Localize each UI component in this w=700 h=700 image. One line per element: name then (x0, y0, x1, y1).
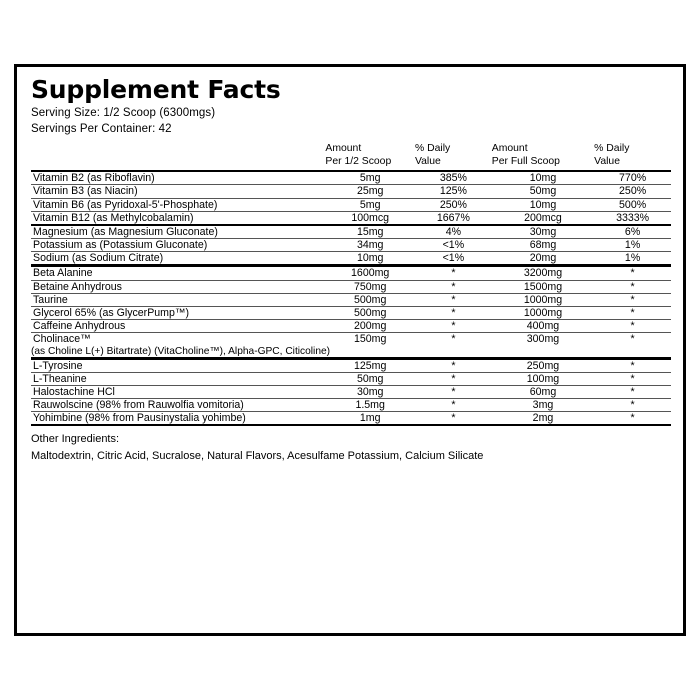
supplement-facts-inner (31, 77, 671, 625)
amount-full-scoop: 3mg (492, 399, 594, 412)
daily-value-full: * (594, 280, 671, 293)
daily-value-full: * (594, 358, 671, 372)
daily-value-half: * (415, 320, 492, 333)
table-row (31, 333, 671, 346)
daily-value-half: 385% (415, 171, 492, 185)
header-dv-full-line2: Value (594, 156, 620, 168)
daily-value-full: * (594, 320, 671, 333)
amount-half-scoop: 200mg (325, 320, 415, 333)
header-amount-half (325, 142, 415, 168)
daily-value-full: * (594, 399, 671, 412)
daily-value-half: * (415, 385, 492, 398)
table-row (31, 198, 671, 211)
supplement-facts-table (31, 142, 671, 426)
nutrient-name: Beta Alanine (31, 266, 325, 280)
amount-full-scoop: 100mg (492, 372, 594, 385)
daily-value-full: * (594, 266, 671, 280)
daily-value-full: 1% (594, 252, 671, 266)
amount-full-scoop: 68mg (492, 239, 594, 252)
nutrient-subtext: (as Choline L(+) Bitartrate) (VitaCholine™), Alpha-GPC, Citicoline) (31, 346, 671, 359)
amount-full-scoop: 30mg (492, 225, 594, 239)
nutrient-name: Halostachine HCl (31, 385, 325, 398)
amount-half-scoop: 750mg (325, 280, 415, 293)
daily-value-half: * (415, 266, 492, 280)
table-row (31, 399, 671, 412)
amount-full-scoop: 10mg (492, 198, 594, 211)
daily-value-half: * (415, 293, 492, 306)
header-amount-full-line2: Per Full Scoop (491, 156, 560, 168)
table-row (31, 280, 671, 293)
nutrient-name: Vitamin B6 (as Pyridoxal-5'-Phosphate) (31, 198, 325, 211)
amount-half-scoop: 25mg (325, 185, 415, 198)
table-row (31, 211, 671, 225)
amount-half-scoop: 1mg (325, 412, 415, 426)
daily-value-full: 500% (594, 198, 671, 211)
table-row (31, 239, 671, 252)
amount-full-scoop: 400mg (492, 320, 594, 333)
nutrient-name: Vitamin B2 (as Riboflavin) (31, 171, 325, 185)
header-amount-full-line1: Amount (491, 143, 528, 155)
nutrient-name: Glycerol 65% (as GlycerPump™) (31, 307, 325, 320)
amount-full-scoop: 50mg (492, 185, 594, 198)
amount-full-scoop: 300mg (526, 333, 560, 346)
daily-value-half: 125% (415, 185, 492, 198)
amount-half-scoop: 1.5mg (325, 399, 415, 412)
servings-per-container: Servings Per Container: 42 (31, 122, 172, 135)
table-row (31, 320, 671, 333)
supplement-facts-panel (14, 64, 686, 636)
daily-value-full: 770% (594, 171, 671, 185)
table-row (31, 385, 671, 398)
table-row (31, 372, 671, 385)
daily-value-half: * (451, 333, 456, 346)
header-amount-half-line2: Per 1/2 Scoop (325, 156, 392, 168)
amount-half-scoop: 125mg (325, 358, 415, 372)
other-ingredients-heading: Other Ingredients: (31, 433, 120, 446)
amount-half-scoop: 34mg (325, 239, 415, 252)
nutrient-name: Rauwolscine (98% from Rauwolfia vomitoria) (31, 399, 325, 412)
nutrient-name: Potassium as (Potassium Gluconate) (31, 239, 325, 252)
header-dv-half (415, 142, 492, 168)
daily-value-half: * (415, 412, 492, 426)
daily-value-half: <1% (415, 239, 492, 252)
nutrient-name: Cholinace™ (33, 333, 91, 346)
daily-value-full: * (630, 333, 635, 346)
amount-full-scoop: 2mg (492, 412, 594, 426)
daily-value-full: * (594, 307, 671, 320)
daily-value-half: <1% (415, 252, 492, 266)
daily-value-full: * (594, 293, 671, 306)
amount-half-scoop: 500mg (325, 293, 415, 306)
amount-full-scoop: 1000mg (492, 307, 594, 320)
nutrient-name: Vitamin B3 (as Niacin) (31, 185, 325, 198)
amount-full-scoop: 1500mg (492, 280, 594, 293)
daily-value-half: * (415, 280, 492, 293)
table-row (31, 358, 671, 372)
daily-value-half: 4% (415, 225, 492, 239)
amount-full-scoop: 200mcg (492, 211, 594, 225)
nutrient-name: Betaine Anhydrous (31, 280, 325, 293)
nutrient-name: L-Tyrosine (31, 358, 325, 372)
nutrient-name: Yohimbine (98% from Pausinystalia yohimbe) (31, 412, 325, 426)
amount-full-scoop: 250mg (492, 358, 594, 372)
header-dv-full (594, 142, 671, 168)
nutrient-name: Vitamin B12 (as Methylcobalamin) (31, 211, 325, 225)
amount-half-scoop: 30mg (325, 385, 415, 398)
nutrient-rows (31, 171, 671, 425)
amount-half-scoop: 100mcg (325, 211, 415, 225)
daily-value-full: 3333% (594, 211, 671, 225)
daily-value-full: * (594, 385, 671, 398)
header-dv-full-line1: % Daily (594, 143, 630, 155)
nutrient-name: L-Theanine (31, 372, 325, 385)
amount-half-scoop: 5mg (325, 171, 415, 185)
nutrient-subtext-row (31, 346, 671, 359)
amount-full-scoop: 10mg (492, 171, 594, 185)
header-dv-half-line2: Value (414, 156, 441, 168)
table-header-row (31, 142, 671, 168)
nutrient-name: Magnesium (as Magnesium Gluconate) (31, 225, 325, 239)
table-row (31, 266, 671, 280)
table-row (31, 293, 671, 306)
amount-half-scoop: 15mg (325, 225, 415, 239)
daily-value-half: * (415, 358, 492, 372)
amount-half-scoop: 150mg (353, 333, 387, 346)
nutrient-name: Caffeine Anhydrous (31, 320, 325, 333)
amount-half-scoop: 1600mg (325, 266, 415, 280)
amount-full-scoop: 60mg (492, 385, 594, 398)
header-dv-half-line1: % Daily (414, 143, 451, 155)
table-body (31, 142, 671, 171)
serving-size: Serving Size: 1/2 Scoop (6300mgs) (31, 107, 216, 120)
daily-value-half: 250% (415, 198, 492, 211)
header-amount-half-line1: Amount (325, 143, 362, 155)
table-row (31, 185, 671, 198)
amount-half-scoop: 10mg (325, 252, 415, 266)
header-amount-full (492, 142, 594, 168)
table-row (31, 412, 671, 426)
amount-full-scoop: 20mg (492, 252, 594, 266)
table-row (31, 252, 671, 266)
amount-half-scoop: 5mg (325, 198, 415, 211)
table-row (31, 225, 671, 239)
page-title: Supplement Facts (31, 75, 281, 104)
daily-value-full: * (594, 412, 671, 426)
daily-value-half: * (415, 372, 492, 385)
nutrient-name: Taurine (31, 293, 325, 306)
amount-full-scoop: 1000mg (492, 293, 594, 306)
amount-half-scoop: 50mg (325, 372, 415, 385)
daily-value-full: * (594, 372, 671, 385)
header-blank (31, 142, 325, 168)
table-row (31, 171, 671, 185)
nutrient-name: Sodium (as Sodium Citrate) (31, 252, 325, 266)
daily-value-half: 1667% (415, 211, 492, 225)
other-ingredients-text: Maltodextrin, Citric Acid, Sucralose, Natural Flavors, Acesulfame Potassium, Calcium Silicate (31, 449, 484, 462)
daily-value-half: * (415, 307, 492, 320)
table-row (31, 307, 671, 320)
daily-value-full: 1% (594, 239, 671, 252)
daily-value-half: * (415, 399, 492, 412)
other-ingredients (31, 431, 671, 464)
daily-value-full: 6% (594, 225, 671, 239)
amount-full-scoop: 3200mg (492, 266, 594, 280)
amount-half-scoop: 500mg (325, 307, 415, 320)
daily-value-full: 250% (594, 185, 671, 198)
